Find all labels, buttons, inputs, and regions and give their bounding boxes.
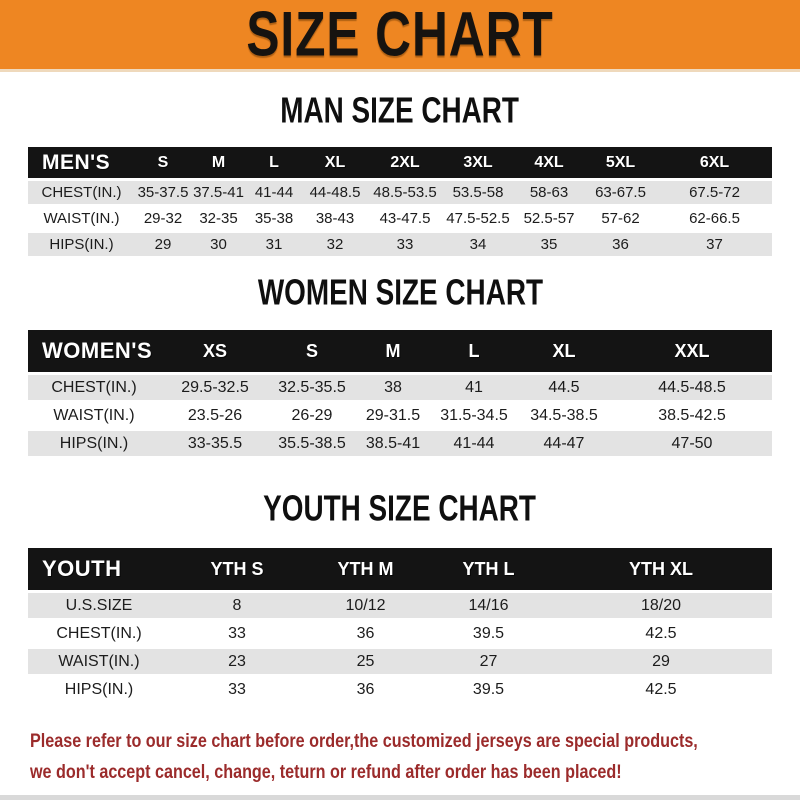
measurement-row-label: HIPS(IN.) (49, 236, 114, 253)
size-value-cell: 38 (384, 378, 402, 396)
measurement-row-label: CHEST(IN.) (56, 624, 142, 642)
size-header-row (28, 147, 772, 178)
size-value-cell: 53.5-58 (452, 184, 504, 201)
size-value-cell: 23 (228, 652, 246, 670)
size-value-cell: 36 (356, 624, 375, 642)
size-value-cell: 25 (356, 652, 375, 670)
size-value-cell: 67.5-72 (689, 184, 740, 201)
measurement-row (28, 593, 772, 618)
scan-edge-artifact (0, 795, 800, 800)
size-value-cell: 48.5-53.5 (373, 184, 437, 201)
measurement-row-label: HIPS(IN.) (59, 434, 129, 452)
disclaimer-line-2 (30, 757, 800, 788)
size-value-cell: 57-62 (601, 210, 640, 227)
size-value-cell: 26-29 (291, 406, 333, 424)
size-value-cell: 29 (652, 652, 670, 670)
size-value-cell: 31 (265, 236, 283, 253)
size-column-header: XS (160, 330, 270, 372)
size-column-header: S (135, 147, 191, 178)
size-value-cell: 33 (228, 680, 246, 698)
size-value-cell: 38-43 (315, 210, 355, 227)
size-column-header: YTH L (427, 548, 550, 590)
size-value-cell: 42.5 (645, 680, 677, 698)
size-value-cell: 41-44 (254, 184, 294, 201)
women-size-section (0, 271, 800, 459)
size-value-cell: 43-47.5 (379, 210, 431, 227)
page-title-text: SIZE CHART (246, 0, 554, 69)
size-value-cell: 35-38 (254, 210, 294, 227)
size-column-header: 4XL (514, 147, 584, 178)
size-value-cell: 32 (326, 236, 344, 253)
size-column-header: M (191, 147, 246, 178)
men-section-title-text: MAN SIZE CHART (280, 89, 520, 131)
size-value-cell: 44-47 (543, 434, 585, 452)
size-value-cell: 41-44 (453, 434, 495, 452)
measurement-row (28, 677, 772, 702)
size-value-cell: 34.5-38.5 (530, 406, 598, 424)
size-value-cell: 36 (356, 680, 375, 698)
measurement-row (28, 431, 772, 456)
youth-section-title (0, 487, 800, 529)
disclaimer (0, 726, 800, 788)
size-header-row (28, 330, 772, 372)
size-value-cell: 39.5 (472, 624, 505, 642)
size-value-cell: 39.5 (472, 680, 505, 698)
youth-size-table (28, 545, 772, 705)
size-value-cell: 33-35.5 (187, 434, 243, 452)
size-value-cell: 36 (612, 236, 629, 253)
size-column-header: L (432, 330, 516, 372)
size-value-cell: 52.5-57 (523, 210, 575, 227)
size-column-header: 5XL (584, 147, 657, 178)
measurement-row (28, 233, 772, 256)
measurement-row-label: WAIST(IN.) (43, 210, 120, 227)
size-column-header: 6XL (657, 147, 772, 178)
size-value-cell: 14/16 (468, 596, 509, 614)
size-column-header: XXL (612, 330, 772, 372)
disclaimer-line-2-text: we don't accept cancel, change, teturn or refund after order has been placed! (30, 762, 622, 783)
disclaimer-line-1-text: Please refer to our size chart before order,the customized jerseys are special products, (30, 731, 698, 752)
measurement-row (28, 649, 772, 674)
measurement-row-label: CHEST(IN.) (51, 378, 137, 396)
measurement-row-label: U.S.SIZE (65, 596, 133, 614)
size-value-cell: 29.5-32.5 (181, 378, 249, 396)
size-value-cell: 38.5-41 (365, 434, 421, 452)
measurement-row-label: WAIST(IN.) (58, 652, 140, 670)
size-value-cell: 47.5-52.5 (446, 210, 510, 227)
page-title (233, 0, 567, 69)
size-value-cell: 44-48.5 (309, 184, 361, 201)
size-column-header: 2XL (368, 147, 442, 178)
size-value-cell: 27 (479, 652, 498, 670)
measurement-row-label: HIPS(IN.) (64, 680, 134, 698)
size-value-cell: 29-31.5 (365, 406, 421, 424)
size-value-cell: 35.5-38.5 (278, 434, 346, 452)
size-column-header: YTH XL (550, 548, 772, 590)
youth-section-title-text: YOUTH SIZE CHART (263, 487, 537, 529)
size-value-cell: 63-67.5 (595, 184, 646, 201)
size-value-cell: 33 (396, 236, 414, 253)
size-value-cell: 31.5-34.5 (440, 406, 508, 424)
size-value-cell: 23.5-26 (187, 406, 243, 424)
size-value-cell: 62-66.5 (689, 210, 740, 227)
size-value-cell: 32.5-35.5 (278, 378, 346, 396)
size-value-cell: 35-37.5 (137, 184, 189, 201)
table-group-label: MEN'S (28, 147, 135, 178)
size-value-cell: 35 (540, 236, 558, 253)
size-value-cell: 44.5 (548, 378, 580, 396)
size-value-cell: 44.5-48.5 (658, 378, 726, 396)
size-value-cell: 29 (154, 236, 172, 253)
measurement-row-label: CHEST(IN.) (41, 184, 122, 201)
women-size-table (28, 327, 772, 459)
size-value-cell: 58-63 (529, 184, 569, 201)
measurement-row (28, 403, 772, 428)
size-value-cell: 34 (469, 236, 487, 253)
size-column-header: S (270, 330, 354, 372)
size-column-header: YTH S (170, 548, 304, 590)
men-size-table (28, 144, 772, 259)
size-value-cell: 32-35 (199, 210, 238, 227)
men-section-title (0, 89, 800, 131)
measurement-row (28, 207, 772, 230)
size-column-header: M (354, 330, 432, 372)
size-column-header: YTH M (304, 548, 427, 590)
size-chart-banner (0, 0, 800, 72)
size-value-cell: 37.5-41 (193, 184, 244, 201)
women-section-title (0, 271, 800, 313)
table-group-label: YOUTH (28, 548, 170, 590)
disclaimer-line-1 (30, 726, 800, 757)
size-column-header: XL (302, 147, 368, 178)
size-value-cell: 47-50 (671, 434, 713, 452)
measurement-row (28, 181, 772, 204)
youth-size-section (0, 487, 800, 705)
size-value-cell: 42.5 (645, 624, 677, 642)
measurement-row (28, 375, 772, 400)
size-column-header: XL (516, 330, 612, 372)
size-value-cell: 30 (210, 236, 227, 253)
size-value-cell: 33 (228, 624, 246, 642)
size-column-header: 3XL (442, 147, 514, 178)
men-size-section (0, 89, 800, 259)
size-value-cell: 37 (706, 236, 723, 253)
size-value-cell: 29-32 (143, 210, 183, 227)
size-value-cell: 41 (465, 378, 483, 396)
women-section-title-text: WOMEN SIZE CHART (257, 271, 543, 313)
size-column-header: L (246, 147, 302, 178)
size-value-cell: 18/20 (640, 596, 682, 614)
size-value-cell: 8 (232, 596, 242, 614)
size-value-cell: 10/12 (345, 596, 386, 614)
table-group-label: WOMEN'S (28, 330, 160, 372)
measurement-row (28, 621, 772, 646)
size-header-row (28, 548, 772, 590)
measurement-row-label: WAIST(IN.) (53, 406, 135, 424)
size-value-cell: 38.5-42.5 (658, 406, 726, 424)
